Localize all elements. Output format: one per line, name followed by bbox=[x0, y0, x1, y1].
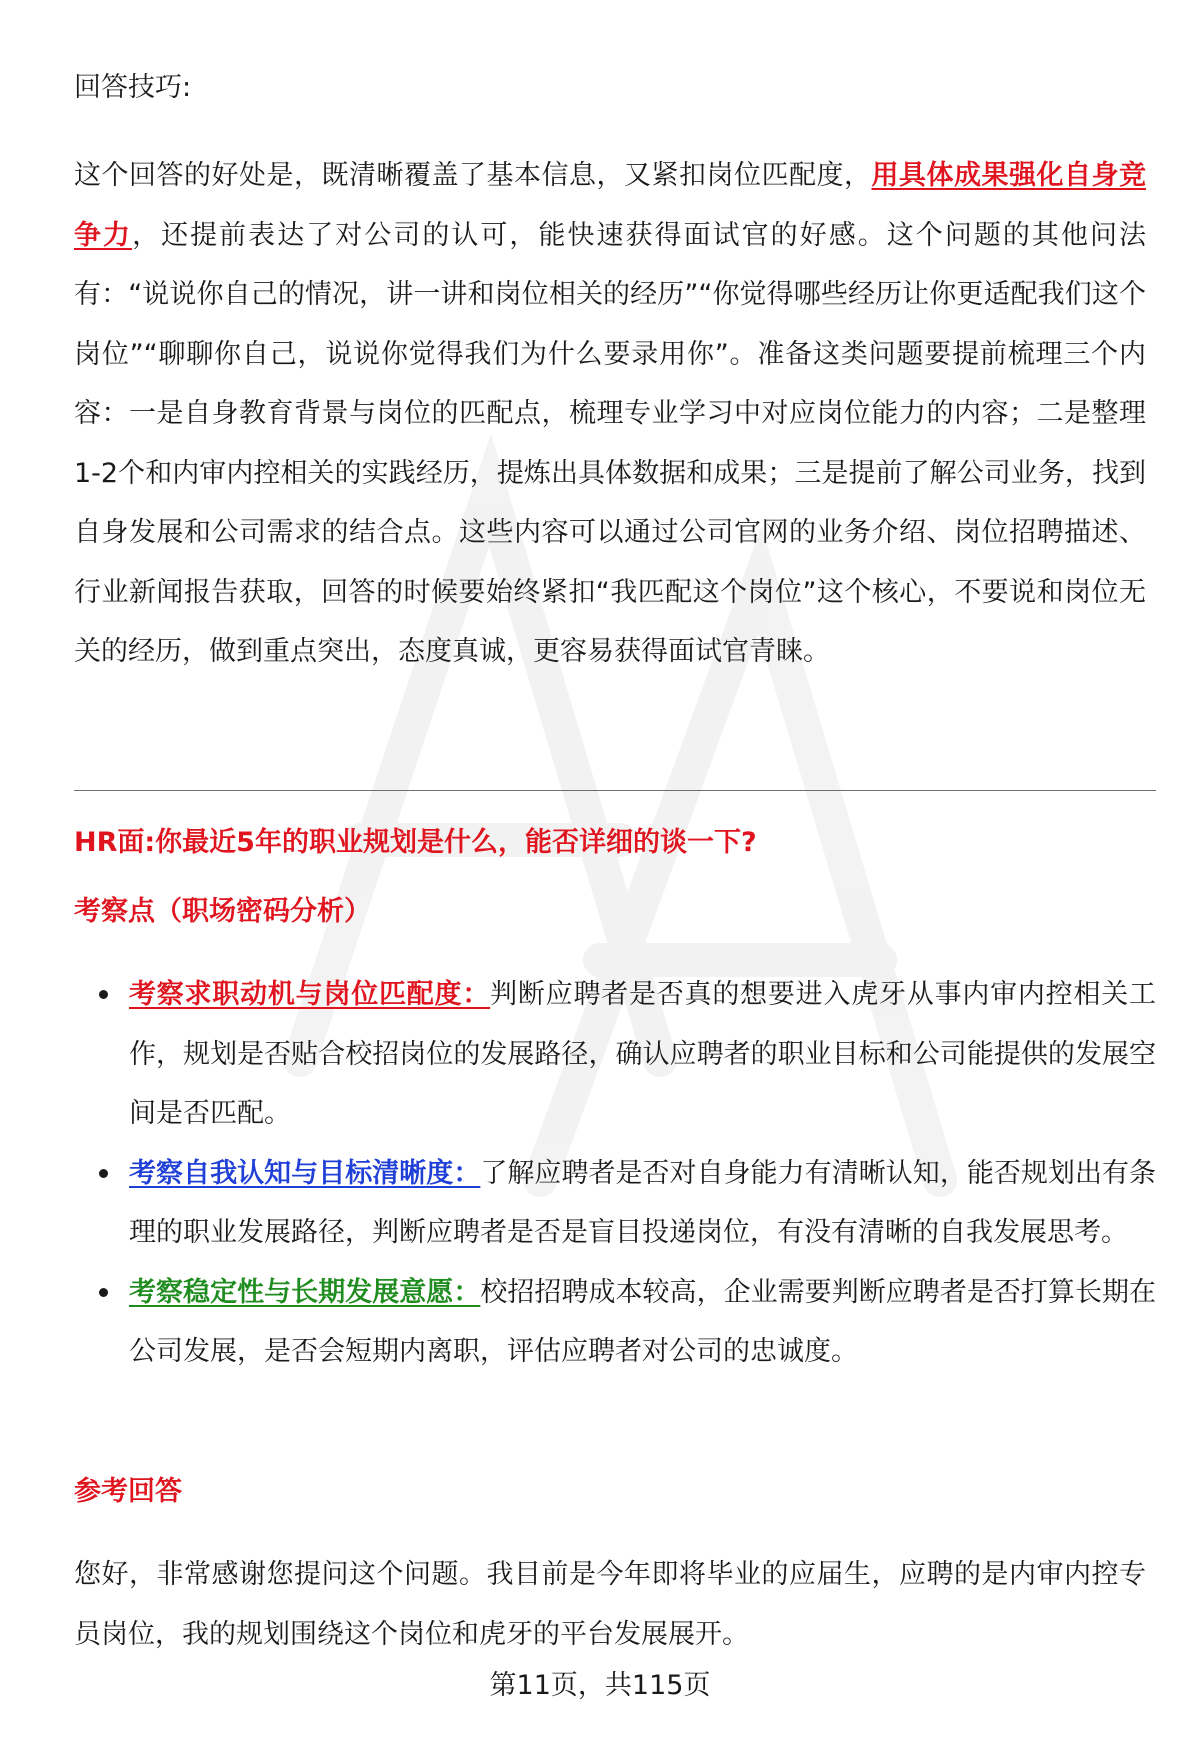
answer-tips-label: 回答技巧: bbox=[74, 72, 192, 103]
bullet-text: 校招招聘成本较高，企业需要判断应聘者是否打算长期在公司发展，是否会短期内离职，评估应聘者对公司的忠诚度。 bbox=[129, 1276, 1157, 1367]
tips-text-before: 这个回答的好处是，既清晰覆盖了基本信息，又紧扣岗位匹配度， bbox=[74, 160, 872, 191]
bullet-icon bbox=[99, 990, 108, 999]
reference-answer-heading: 参考回答 bbox=[74, 1476, 182, 1507]
tips-text-after: ，还提前表达了对公司的认可，能快速获得面试官的好感。这个问题的其他问法有：“说说你自己的情况，讲一讲和岗位相关的经历”“你觉得哪些经历让你更适配我们这个岗位”“聊聊你自己，说说你觉得我们为什么要录用你”。准备这类问题要提前梳理三个内容：一是自身教育背景与岗位的匹配点，梳理专业学习中对应岗位能力的内容；二是整理1-2个和内审内控相关的实践经历，提炼出具体数据和成果；三是提前了解公司业务，找到自身发展和公司需求的结合点。这些内容可以通过公司官网的业务介绍、岗位招聘描述、行业新闻报告获取，回答的时候要始终紧扣“我匹配这个岗位”这个核心，不要说和岗位无关的经历，做到重点突出，态度真诚，更容易获得面试官青睐。 bbox=[74, 219, 1147, 667]
list-item bbox=[74, 1263, 1156, 1382]
list-item bbox=[74, 965, 1156, 1144]
page-number-footer: 第11页，共115页 bbox=[489, 1670, 711, 1701]
list-item bbox=[74, 1144, 1156, 1263]
bullet-text: 判断应聘者是否真的想要进入虎牙从事内审内控相关工作，规划是否贴合校招岗位的发展路径，确认应聘者的职业目标和公司能提供的发展空间是否匹配。 bbox=[129, 979, 1157, 1129]
document-page bbox=[74, 0, 1157, 1755]
bullet-title: 考察求职动机与岗位匹配度： bbox=[129, 979, 491, 1010]
bullet-title: 考察稳定性与长期发展意愿： bbox=[129, 1276, 481, 1308]
tips-paragraph bbox=[74, 146, 1146, 682]
question-heading: HR面:你最近5年的职业规划是什么，能否详细的谈一下? bbox=[74, 827, 757, 858]
bullet-text: 了解应聘者是否对自身能力有清晰认知，能否规划出有条理的职业发展路径，判断应聘者是否是盲目投递岗位，有没有清晰的自我发展思考。 bbox=[129, 1157, 1157, 1248]
bullet-icon bbox=[99, 1169, 108, 1178]
bullet-title: 考察自我认知与目标清晰度： bbox=[129, 1157, 481, 1189]
bullet-icon bbox=[99, 1288, 108, 1297]
section-divider bbox=[74, 790, 1156, 791]
assessment-list bbox=[74, 965, 1156, 1382]
tips-highlight: 用具体成果强化自身竞争力 bbox=[74, 160, 1146, 251]
assessment-heading: 考察点（职场密码分析） bbox=[74, 896, 371, 927]
reference-answer-paragraph: 您好，非常感谢您提问这个问题。我目前是今年即将毕业的应届生，应聘的是内审内控专员岗位，我的规划围绕这个岗位和虎牙的平台发展展开。 bbox=[74, 1559, 1146, 1650]
